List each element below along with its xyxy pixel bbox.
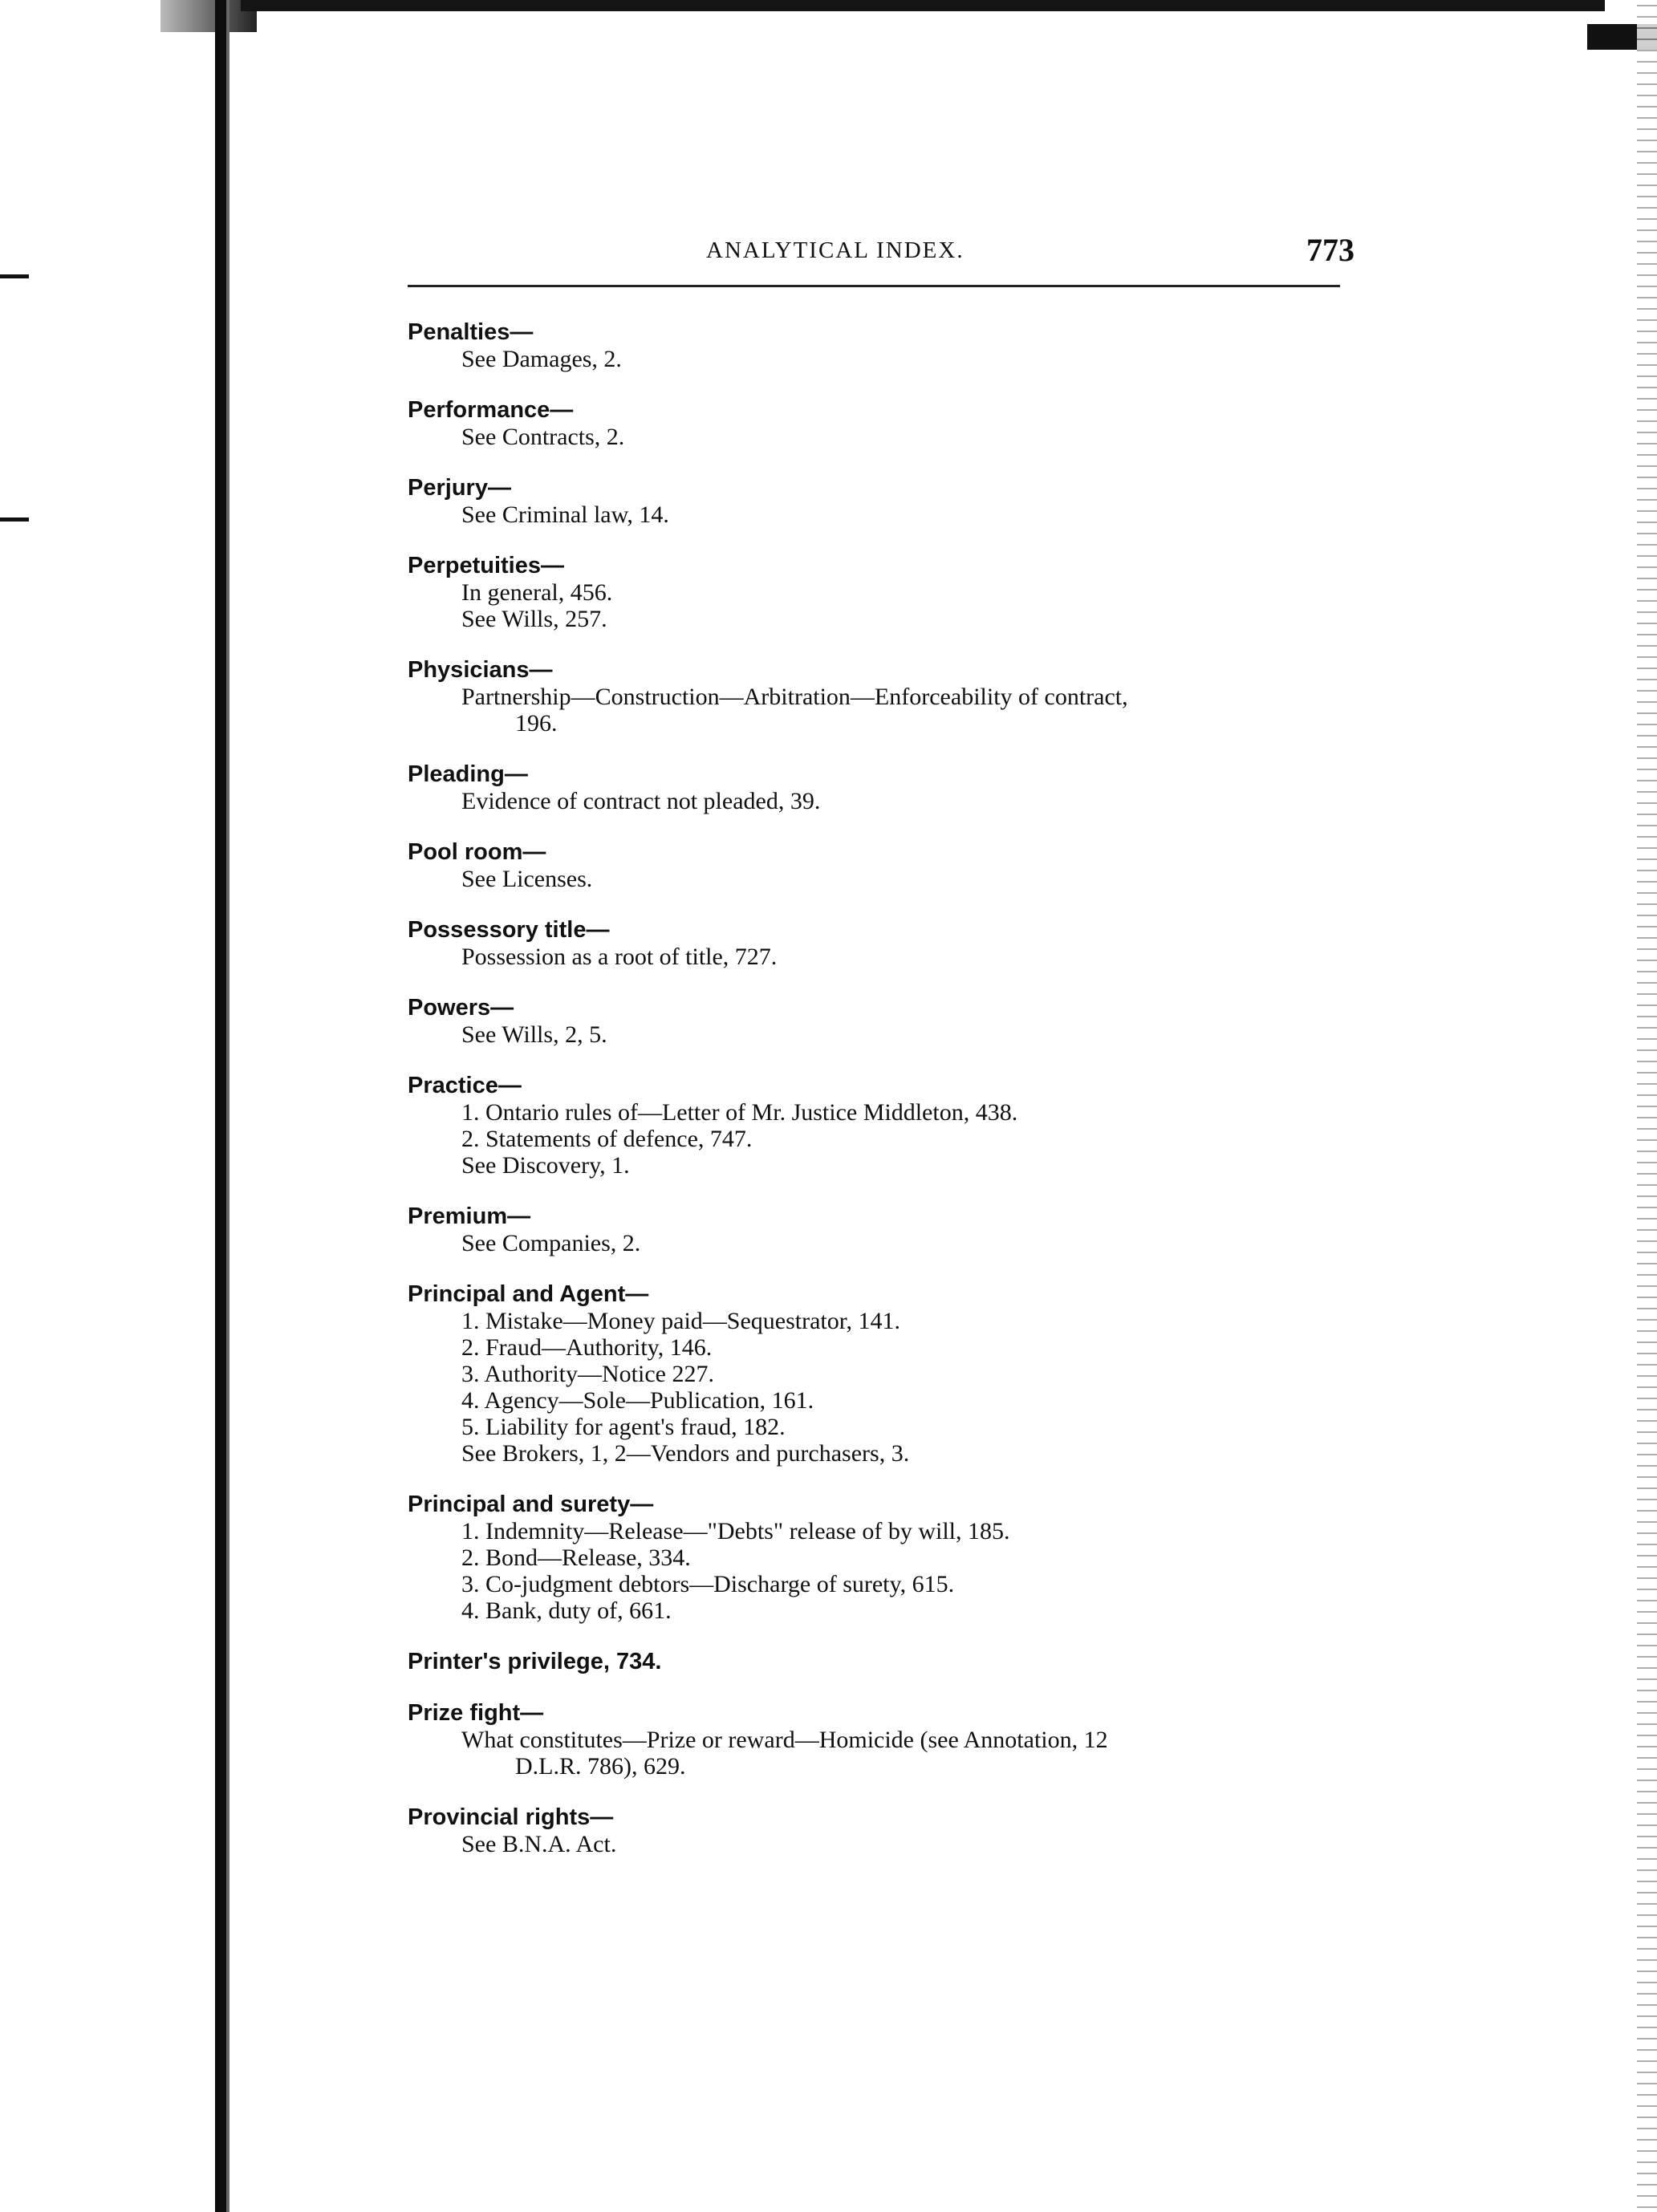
entry-line: 2. Fraud—Authority, 146.: [461, 1334, 713, 1361]
entry-line-continuation: 196.: [515, 710, 558, 737]
entry-line: Partnership—Construction—Arbitration—Enforceability of contract,: [461, 684, 1128, 710]
running-header: [408, 232, 1354, 286]
index-entry: [408, 397, 1363, 450]
entry-heading: Principal and surety—: [408, 1492, 654, 1517]
entry-line: See Discovery, 1.: [461, 1152, 630, 1179]
entry-heading: Provincial rights—: [408, 1804, 614, 1830]
page-spine-shadow: [226, 0, 229, 2212]
entry-line: 1. Mistake—Money paid—Sequestrator, 141.: [461, 1308, 901, 1334]
index-entry: [408, 1649, 1363, 1675]
entry-heading: Printer's privilege, 734.: [408, 1649, 662, 1674]
header-rule: [408, 285, 1340, 287]
index-entry: [408, 761, 1363, 814]
page-spine: [215, 0, 226, 2212]
margin-mark: [0, 517, 29, 522]
index-entry: [408, 553, 1363, 632]
entry-line: 5. Liability for agent's fraud, 182.: [461, 1414, 786, 1440]
entry-line: In general, 456.: [461, 579, 613, 606]
entry-line-continuation: D.L.R. 786), 629.: [515, 1753, 686, 1780]
entry-heading: Perjury—: [408, 475, 511, 501]
entry-line: See Wills, 2, 5.: [461, 1021, 607, 1048]
entry-line: What constitutes—Prize or reward—Homicide (see Annotation, 12: [461, 1727, 1108, 1753]
entry-heading: Penalties—: [408, 319, 534, 345]
entry-heading: Pool room—: [408, 839, 546, 865]
margin-mark: [0, 274, 29, 278]
page-number: 773: [1306, 232, 1354, 268]
index-entry: [408, 475, 1363, 528]
entry-heading: Physicians—: [408, 657, 553, 683]
entry-heading: Powers—: [408, 995, 514, 1021]
entry-heading: Performance—: [408, 397, 574, 423]
entry-heading: Practice—: [408, 1073, 522, 1098]
index-entry: [408, 839, 1363, 892]
index-entry: [408, 1804, 1363, 1857]
entry-line: See Damages, 2.: [461, 346, 622, 372]
entry-line: Possession as a root of title, 727.: [461, 944, 778, 970]
entry-line: See Criminal law, 14.: [461, 501, 669, 528]
index-entry: [408, 319, 1363, 372]
entry-line: See Companies, 2.: [461, 1230, 641, 1256]
entry-line: 2. Bond—Release, 334.: [461, 1544, 691, 1571]
scan-edge-right: [1637, 0, 1657, 2212]
index-entry: [408, 1281, 1363, 1467]
entry-line: See Brokers, 1, 2—Vendors and purchasers, 3.: [461, 1440, 910, 1467]
entry-line: 1. Indemnity—Release—"Debts" release of by will, 185.: [461, 1518, 1010, 1544]
index-entries: [408, 319, 1363, 1882]
entry-heading: Perpetuities—: [408, 553, 564, 578]
index-entry: [408, 995, 1363, 1048]
index-entry: [408, 1203, 1363, 1256]
entry-line: See Licenses.: [461, 866, 593, 892]
entry-line: 4. Agency—Sole—Publication, 161.: [461, 1387, 814, 1414]
entry-heading: Principal and Agent—: [408, 1281, 649, 1307]
entry-line: See Contracts, 2.: [461, 424, 625, 450]
entry-line: 4. Bank, duty of, 661.: [461, 1597, 672, 1624]
entry-heading: Pleading—: [408, 761, 528, 787]
index-entry: [408, 1073, 1363, 1179]
index-entry: [408, 917, 1363, 970]
entry-line: 3. Co-judgment debtors—Discharge of surety, 615.: [461, 1571, 955, 1597]
entry-line: 3. Authority—Notice 227.: [461, 1361, 714, 1387]
entry-line: 1. Ontario rules of—Letter of Mr. Justice Middleton, 438.: [461, 1099, 1018, 1126]
entry-heading: Premium—: [408, 1203, 531, 1229]
entry-line: 2. Statements of defence, 747.: [461, 1126, 753, 1152]
entry-line: See Wills, 257.: [461, 606, 607, 632]
index-entry: [408, 1492, 1363, 1624]
entry-line: Evidence of contract not pleaded, 39.: [461, 788, 821, 814]
entry-heading: Prize fight—: [408, 1700, 544, 1726]
entry-line: See B.N.A. Act.: [461, 1831, 617, 1857]
running-head-title: ANALYTICAL INDEX.: [706, 237, 965, 263]
scan-border-top: [241, 0, 1605, 11]
index-entry: [408, 657, 1363, 737]
index-entry: [408, 1700, 1363, 1780]
entry-heading: Possessory title—: [408, 917, 610, 943]
